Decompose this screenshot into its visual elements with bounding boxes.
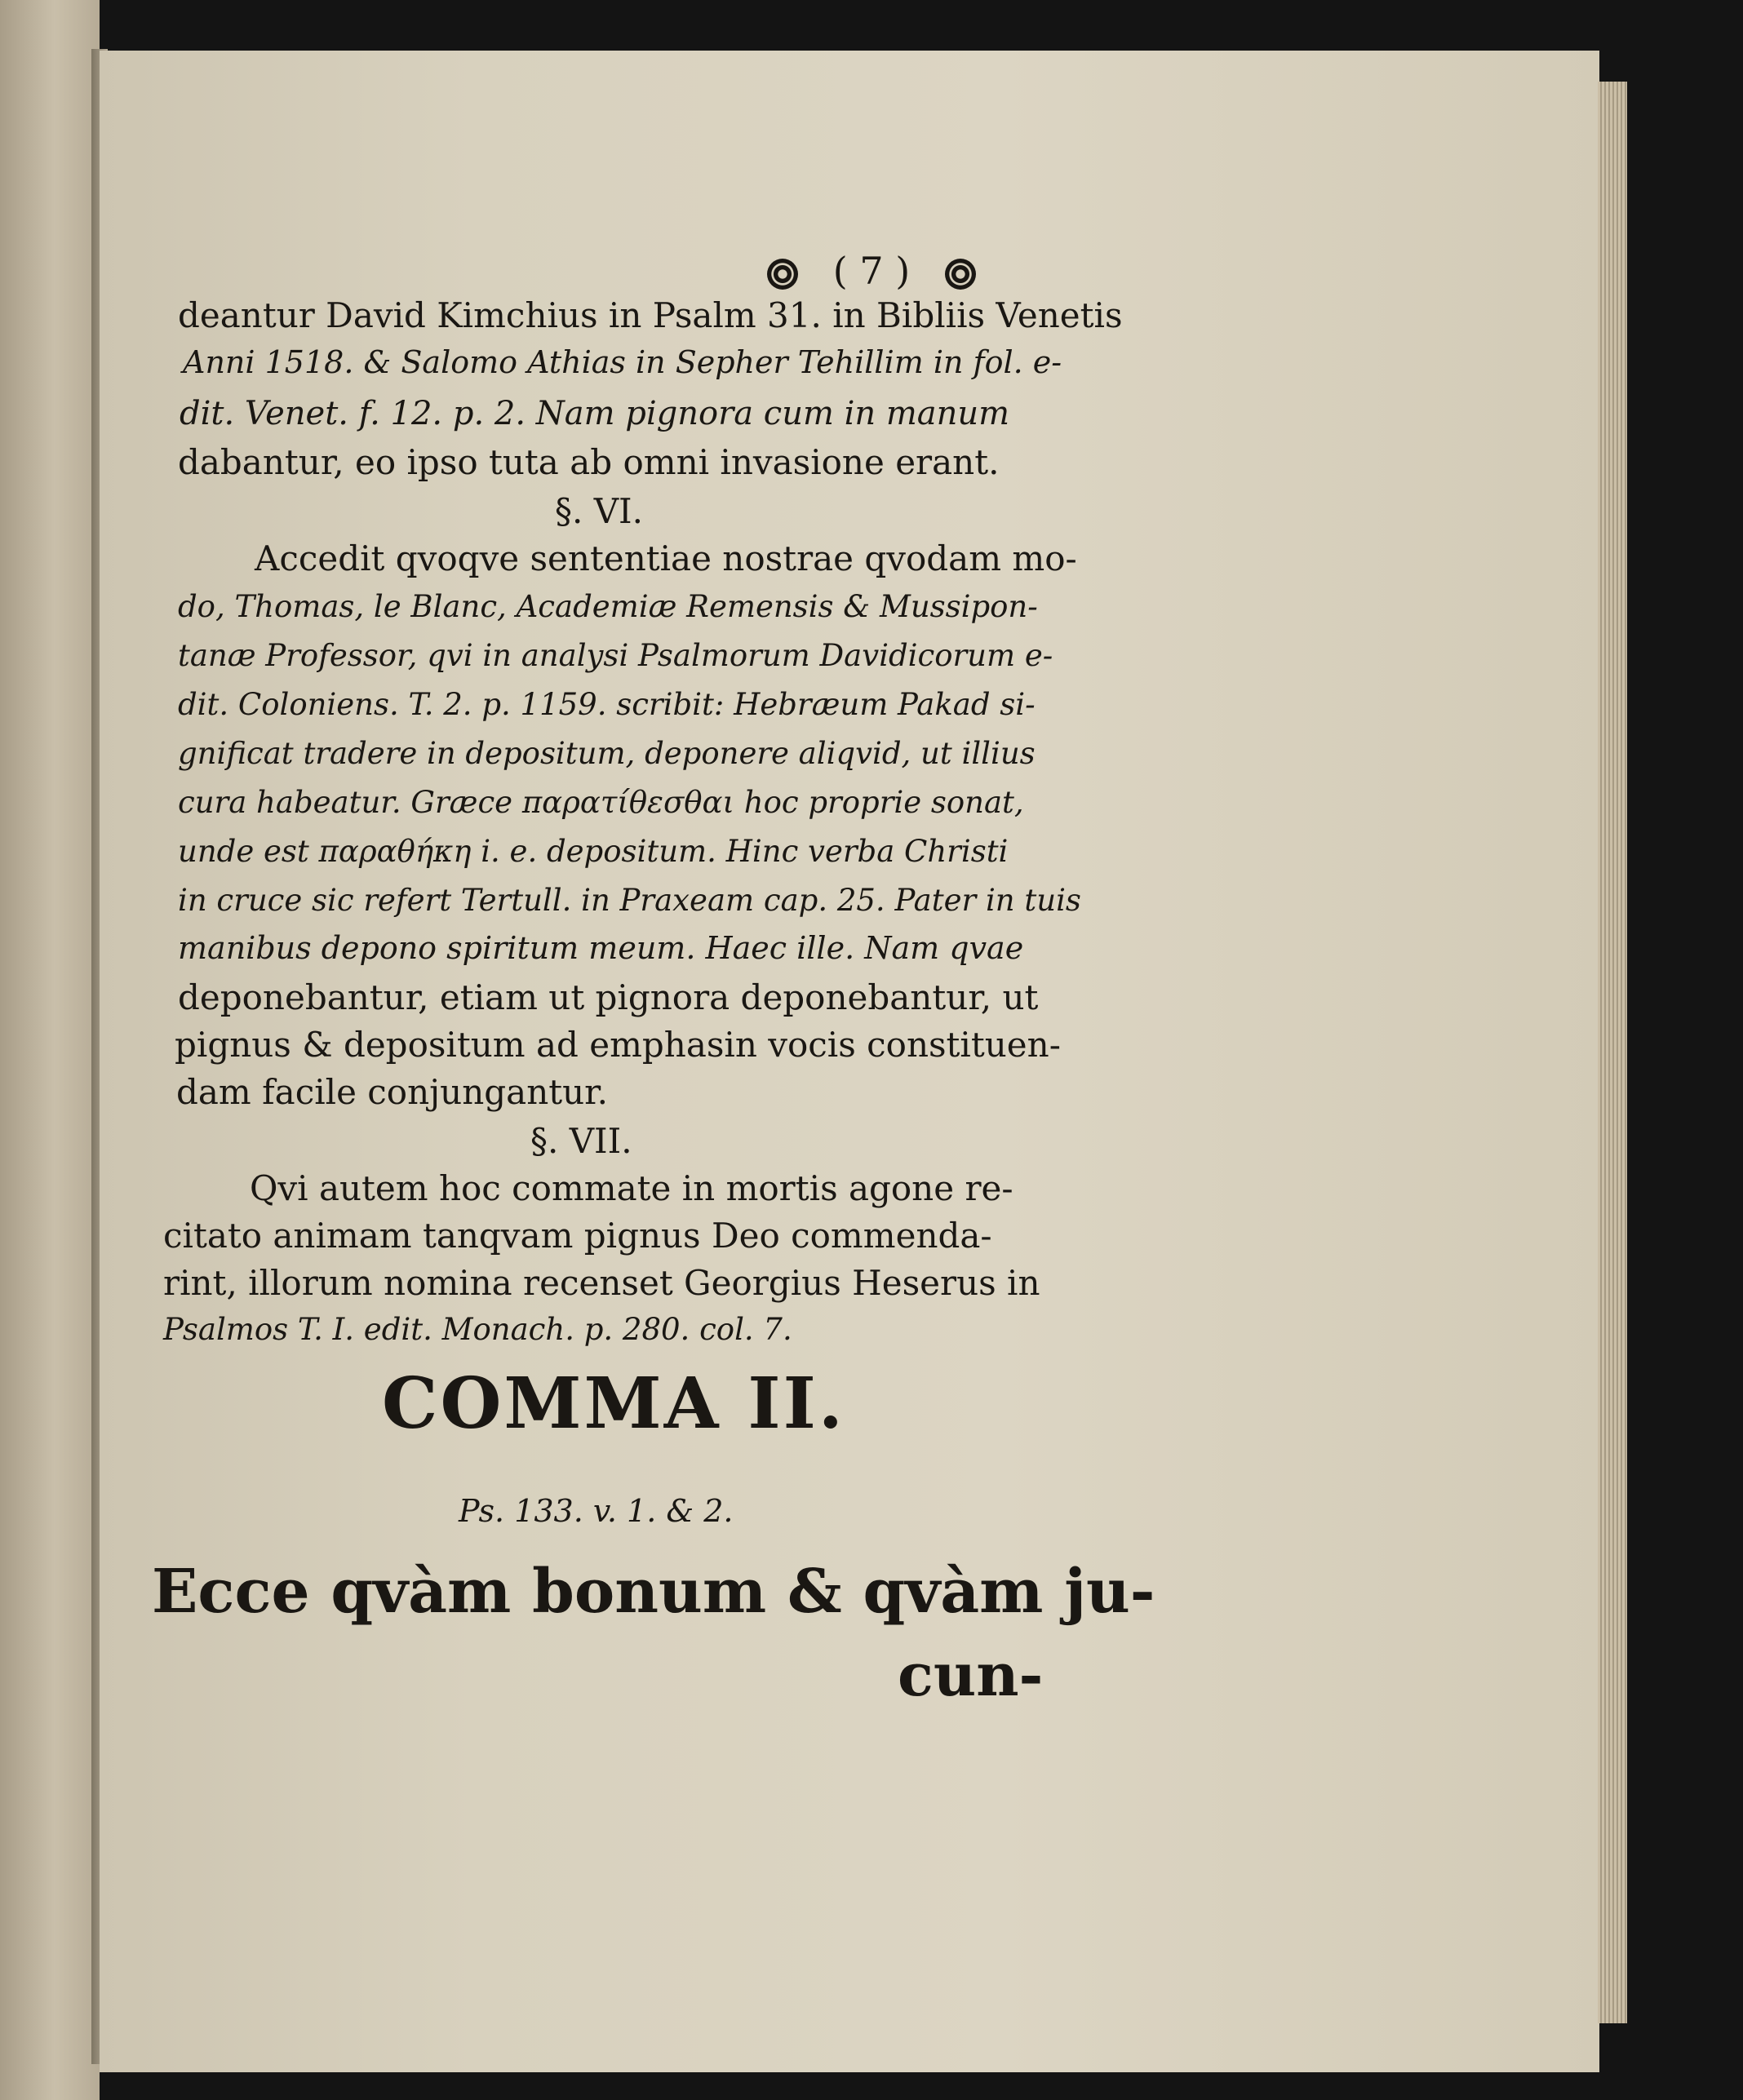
rosette-ornament-right	[945, 259, 976, 290]
text-line: cura habeatur. Græce παρατίθεσθαι hoc proprie sonat,	[178, 785, 1024, 820]
comma-heading: COMMA II.	[382, 1362, 845, 1445]
text-line: unde est παραθήκη i. e. depositum. Hinc verba Christi	[178, 834, 1009, 869]
text-line: Accedit qvoqve sententiae nostrae qvodam mo-	[255, 538, 1077, 578]
section-heading-7: §. VII.	[530, 1121, 632, 1161]
text-line: do, Thomas, le Blanc, Academiæ Remensis & Mussipon-	[178, 589, 1038, 624]
page-edges	[1598, 82, 1627, 2023]
rosette-ornament-left	[767, 259, 798, 290]
section-heading-6: §. VI.	[555, 491, 643, 531]
text-line: rint, illorum nomina recenset Georgius Heserus in	[163, 1263, 1040, 1303]
text-line: dit. Coloniens. T. 2. p. 1159. scribit: Hebræum Pakad si-	[178, 687, 1036, 722]
facing-page-edge	[0, 0, 100, 2100]
text-line: dabantur, eo ipso tuta ab omni invasione erant.	[178, 442, 1000, 482]
text-line: deantur David Kimchius in Psalm 31. in Bibliis Venetis	[178, 295, 1123, 335]
text-line: Anni 1518. & Salomo Athias in Sepher Tehillim in fol. e-	[183, 344, 1062, 380]
text-line: pignus & depositum ad emphasin vocis constituen-	[175, 1025, 1061, 1065]
text-line: dam facile conjungantur.	[176, 1072, 608, 1112]
page-header	[0, 249, 1743, 293]
text-line: tanæ Professor, qvi in analysi Psalmorum Davidicorum e-	[178, 638, 1053, 673]
text-line: manibus depono spiritum meum. Haec ille. Nam qvae	[178, 930, 1024, 966]
text-line: gnificat tradere in depositum, deponere aliqvid, ut illius	[178, 736, 1036, 771]
catchword: cun-	[898, 1640, 1044, 1709]
text-line: deponebantur, etiam ut pignora deponebantur, ut	[178, 977, 1039, 1017]
text-line: Psalmos T. I. edit. Monach. p. 280. col. 7.	[163, 1312, 792, 1347]
verse-line: Ecce qvàm bonum & qvàm ju-	[152, 1557, 1155, 1627]
text-line: citato animam tanqvam pignus Deo commenda-	[163, 1216, 992, 1256]
text-line: in cruce sic refert Tertull. in Praxeam cap. 25. Pater in tuis	[178, 883, 1081, 918]
text-line: dit. Venet. f. 12. p. 2. Nam pignora cum in manum	[180, 395, 1010, 432]
page-number: ( 7 )	[832, 249, 911, 293]
text-line: Qvi autem hoc commate in mortis agone re-	[250, 1168, 1013, 1208]
psalm-reference: Ps. 133. v. 1. & 2.	[459, 1493, 734, 1529]
